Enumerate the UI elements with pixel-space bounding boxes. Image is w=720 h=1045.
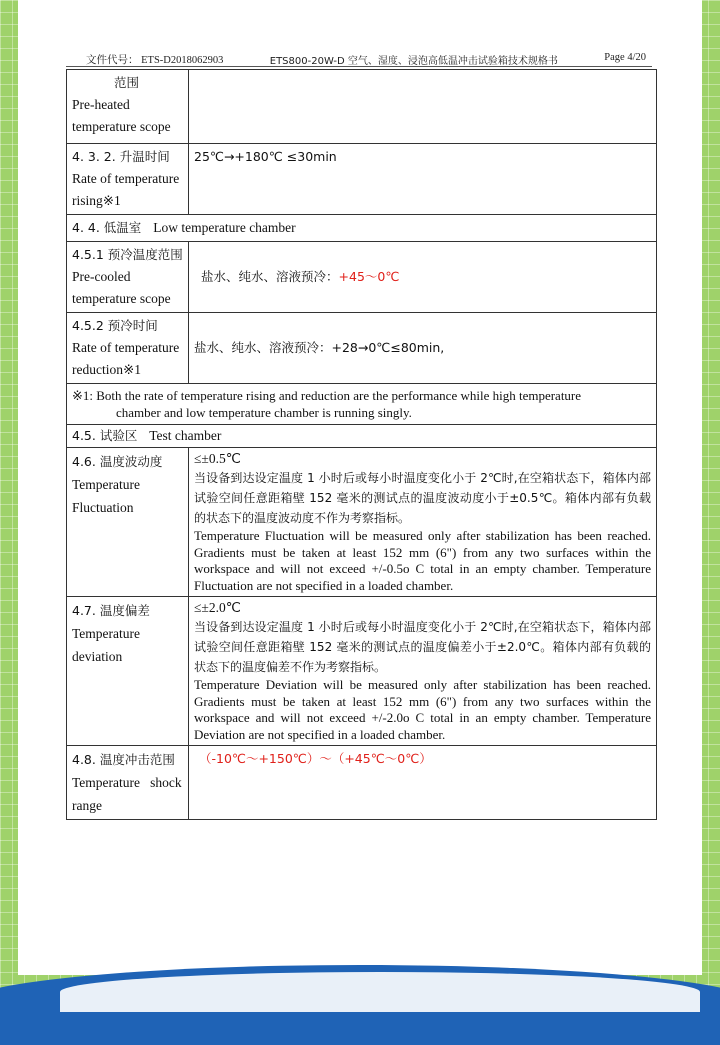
row-label (67, 70, 189, 144)
value-description-cn: 当设备到达设定温度 1 小时后或每小时温度变化小于 2℃时,在空箱状态下，箱体内部试验空间任意距箱壁 152 毫米的测试点的温度偏差小于±2.0℃。箱体内部有负载的状态下的温度偏差不作为考察指标。 (194, 620, 651, 674)
row-label (67, 313, 189, 384)
label-en: Rate of temperature (72, 171, 180, 186)
label-en: range (72, 798, 102, 813)
label-en: Temperature shock (72, 775, 182, 790)
row-value (189, 242, 657, 313)
row-value (189, 144, 657, 215)
page-header (86, 52, 646, 67)
page-number: Page 4/20 (604, 52, 646, 63)
table-row-deviation (67, 597, 657, 746)
section-heading (67, 215, 657, 242)
section-heading (67, 425, 657, 448)
label-en: temperature scope (72, 119, 171, 134)
heading-en: Low temperature chamber (153, 220, 296, 235)
value-limit: ≤±2.0℃ (194, 600, 241, 615)
heading-cn: 4. 4. 低温室 (72, 220, 142, 235)
label-cn: 范围 (114, 75, 140, 90)
value-limit: ≤±0.5℃ (194, 451, 241, 466)
row-value (189, 70, 657, 144)
value-highlight: （-10℃～+150℃）～（+45℃～0℃） (199, 751, 432, 766)
label-cn: 4. 3. 2. 升温时间 (72, 149, 170, 164)
table-row-shock (67, 746, 657, 820)
label-cn: 4.8. 温度冲击范围 (72, 752, 175, 767)
document-title: ETS800-20W-D 空气、湿度、浸泡高低温冲击试验箱技术规格书 (269, 56, 558, 67)
label-en: reduction※1 (72, 362, 142, 377)
footer-swoosh-highlight (60, 972, 700, 1012)
label-en: Pre-heated (72, 97, 130, 112)
label-en: deviation (72, 649, 123, 664)
label-en: Temperature (72, 477, 141, 492)
value-description-cn: 当设备到达设定温度 1 小时后或每小时温度变化小于 2℃时,在空箱状态下，箱体内部试验空间任意距箱壁 152 毫米的测试点的温度波动度小于±0.5℃。箱体内部有负载的状态下的温度波动度不作为考察指标。 (194, 471, 651, 525)
row-label (67, 242, 189, 313)
row-label (67, 144, 189, 215)
spec-table (66, 69, 657, 820)
label-cn: 4.7. 温度偏差 (72, 603, 150, 618)
header-rule (66, 66, 652, 67)
table-row-precool (67, 242, 657, 313)
heading-en: Test chamber (149, 428, 222, 443)
table-row-note (67, 384, 657, 425)
label-en: rising※1 (72, 193, 121, 208)
table-row-rise (67, 144, 657, 215)
value-text: 盐水、纯水、溶液预冷：+28→0℃≤80min, (194, 340, 445, 355)
row-value (189, 746, 657, 820)
row-value (189, 448, 657, 597)
value-text: 盐水、纯水、溶液预冷： (201, 269, 339, 284)
label-cn: 4.5.1 预冷温度范围 (72, 247, 183, 262)
footnote (67, 384, 657, 425)
label-en: temperature scope (72, 291, 171, 306)
value-highlight: +45～0℃ (338, 269, 400, 284)
row-label (67, 746, 189, 820)
label-en: Temperature (72, 626, 141, 641)
label-en: Pre-cooled (72, 269, 131, 284)
label-cn: 4.6. 温度波动度 (72, 454, 163, 469)
value-description-en: Temperature Deviation will be measured only after stabilization has been reached. Gradients must be taken at least 152 mm (6") from any two surfaces within the workspace and will not exceed +/-2.0o C total in an empty chamber. Temperature Deviation are not specified in a loaded chamber. (194, 677, 651, 742)
table-row-low-chamber (67, 215, 657, 242)
row-label (67, 597, 189, 746)
value-text: 25℃→+180℃ ≤30min (194, 149, 337, 164)
table-row-preheat (67, 70, 657, 144)
document-number: 文件代号： ETS-D2018062903 (86, 55, 224, 66)
table-row-precool-time (67, 313, 657, 384)
footnote-line: ※1: Both the rate of temperature rising and reduction are the performance while high temperature (72, 388, 582, 403)
footnote-line: chamber and low temperature chamber is running singly. (116, 405, 412, 420)
table-row-fluctuation (67, 448, 657, 597)
label-en: Fluctuation (72, 500, 134, 515)
label-en: Rate of temperature (72, 340, 180, 355)
table-row-test-chamber (67, 425, 657, 448)
label-cn: 4.5.2 预冷时间 (72, 318, 158, 333)
row-label (67, 448, 189, 597)
heading-cn: 4.5. 试验区 (72, 428, 138, 443)
row-value (189, 597, 657, 746)
row-value (189, 313, 657, 384)
value-description-en: Temperature Fluctuation will be measured only after stabilization has been reached. Gradients must be taken at least 152 mm (6") from any two surfaces within the workspace and will not exceed +/-0.5o C total in an empty chamber. Temperature Fluctuation are not specified in a loaded chamber. (194, 528, 651, 593)
